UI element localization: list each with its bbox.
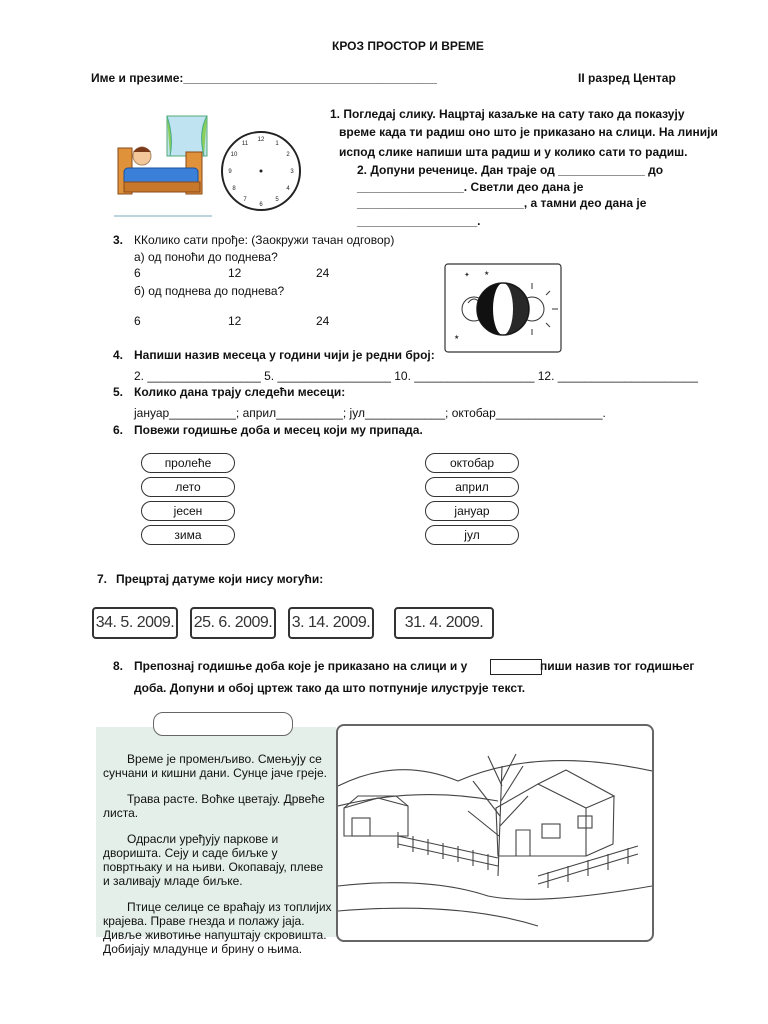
class-label: II разред Центар [578, 71, 676, 85]
svg-text:2: 2 [286, 152, 290, 158]
task8-number: 8. [113, 659, 124, 673]
svg-text:3: 3 [290, 169, 294, 175]
season-answer-field[interactable] [153, 712, 293, 736]
date-box[interactable]: 34. 5. 2009. [92, 607, 178, 639]
svg-text:★: ★ [454, 335, 460, 341]
svg-text:7: 7 [243, 197, 247, 203]
month-pill[interactable]: јул [425, 525, 519, 545]
svg-text:6: 6 [259, 202, 263, 208]
svg-text:10: 10 [230, 152, 238, 158]
task5-number: 5. [113, 385, 124, 399]
date-box[interactable]: 25. 6. 2009. [190, 607, 276, 639]
svg-text:★: ★ [484, 271, 490, 277]
task8-line2: доба. Допуни и обој цртеж тако да што потпуније илуструје текст. [134, 681, 526, 695]
reading-paragraph: Трава расте. Воћке цветају. Дрвеће листа. [103, 792, 325, 820]
sleeping-child-illustration [112, 112, 216, 222]
task4-answers: 2. _________________ 5. _________________ 10. __________________ 12. _____________________ [134, 369, 698, 383]
task3-option: 6 [134, 314, 141, 328]
svg-text:11: 11 [241, 141, 249, 147]
season-pill[interactable]: лето [141, 477, 235, 497]
task4-question: Напиши назив месеца у години чији је редни број: [134, 348, 435, 362]
task2-line2: ________________. Светли део дана је [357, 180, 584, 194]
task3-sub-a: а) од поноћи до поднева? [134, 250, 278, 264]
task1-line1: 1. Погледај слику. Нацртај казаљке на сату тако да показују [330, 107, 685, 121]
svg-text:9: 9 [228, 169, 232, 175]
clock-face-icon [220, 128, 302, 214]
date-box[interactable]: 31. 4. 2009. [394, 607, 494, 639]
svg-text:✦: ✦ [464, 272, 470, 279]
landscape-drawing-frame [336, 724, 654, 942]
task1-line2: време када ти радиш оно што је приказано на слици. На линији [339, 125, 718, 139]
task8-line1b: пиши назив тог годишњег [540, 659, 695, 673]
task3-option: 6 [134, 266, 141, 280]
reading-paragraph: Одрасли уређују паркове и дворишта. Сеју и саде биљке у повртњаку и на њиви. Окопавају, плеве и заливају младе биљке. [103, 832, 324, 888]
month-pill[interactable]: октобар [425, 453, 519, 473]
task3-option: 12 [228, 266, 242, 280]
svg-text:5: 5 [275, 197, 279, 203]
house-landscape-drawing[interactable] [338, 726, 652, 940]
task3-question: ККолико сати прође: (Заокружи тачан одговор) [134, 233, 395, 247]
season-pill[interactable]: пролеће [141, 453, 235, 473]
season-pill[interactable]: зима [141, 525, 235, 545]
date-box[interactable]: 3. 14. 2009. [288, 607, 374, 639]
reading-paragraph: Време је променљиво. Смењују се сунчани и кишни дани. Сунце јаче греје. [103, 752, 327, 780]
task3-number: 3. [113, 233, 124, 247]
task2-line3: _________________________, а тамни део дана је [357, 196, 647, 210]
day-night-illustration [444, 263, 562, 353]
svg-text:1: 1 [275, 141, 279, 147]
task3-option: 12 [228, 314, 242, 328]
task2-line4: __________________. [357, 214, 481, 228]
season-pill[interactable]: јесен [141, 501, 235, 521]
task5-answers: јануар__________; април__________; јул____________; октобар________________. [134, 406, 606, 420]
task2-line1: 2. Допуни реченице. Дан траје од _____________ до [357, 163, 664, 177]
page-title: КРОЗ ПРОСТОР И ВРЕМЕ [332, 39, 484, 53]
svg-text:8: 8 [232, 186, 236, 192]
task3-sub-b: б) од поднева до поднева? [134, 284, 285, 298]
task3-option: 24 [316, 314, 330, 328]
answer-box[interactable] [490, 659, 542, 675]
task6-question: Повежи годишње доба и месец који му припада. [134, 423, 423, 437]
reading-text [103, 740, 333, 968]
task7-question: Прецртај датуме који нису могући: [116, 572, 324, 586]
task8-line1a: Препознај годишње доба које је приказано на слици и у [134, 659, 468, 673]
task1-line3: испод слике напиши шта радиш и у колико сати то радиш. [339, 145, 688, 159]
svg-text:12: 12 [257, 137, 265, 143]
reading-paragraph: Птице селице се враћају из топлијих крајева. Праве гнезда и полажу јаја. Дивље животиње напуштају скровишта. Добијају младунце и брину о њима. [103, 900, 332, 956]
month-pill[interactable]: април [425, 477, 519, 497]
task4-number: 4. [113, 348, 124, 362]
task6-number: 6. [113, 423, 124, 437]
task7-number: 7. [97, 572, 108, 586]
name-field-label: Име и презиме:______________________________________ [91, 71, 437, 85]
task5-question: Колико дана трају следећи месеци: [134, 385, 346, 399]
month-pill[interactable]: јануар [425, 501, 519, 521]
task3-option: 24 [316, 266, 330, 280]
svg-text:4: 4 [286, 186, 290, 192]
